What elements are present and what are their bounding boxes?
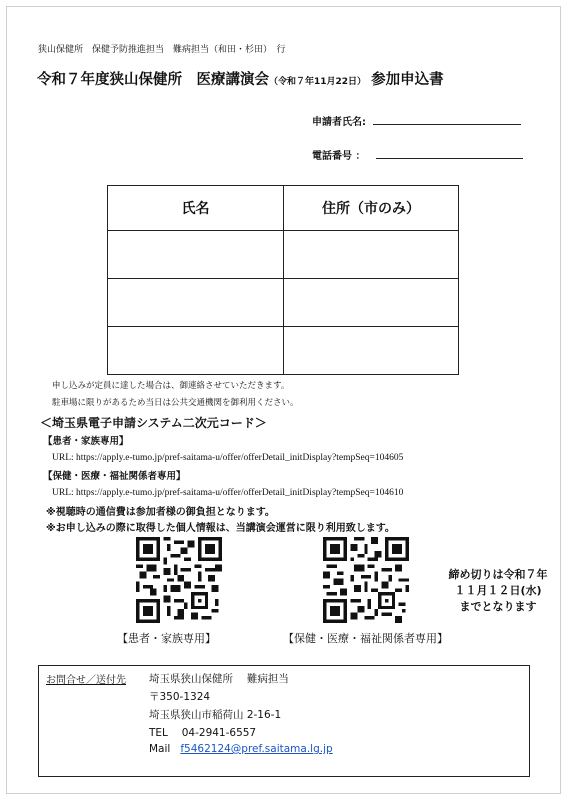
contact-postal: 〒350-1324	[149, 691, 211, 703]
contact-org: 埼玉県狭山保健所 難病担当	[149, 673, 289, 685]
phone-field[interactable]	[376, 158, 523, 159]
address-cell[interactable]	[284, 279, 459, 327]
phone-label: 電話番号 ：	[312, 151, 366, 162]
address-cell[interactable]	[284, 231, 459, 279]
page-title	[37, 68, 444, 89]
name-cell[interactable]	[108, 327, 284, 375]
contact-tel: TEL 04-2941-6557	[149, 727, 257, 739]
note-cost: ※視聴時の通信費は参加者様の御負担となります。	[46, 507, 275, 518]
deadline-line-1: 締め切りは令和７年	[448, 568, 548, 581]
header-address: 住所（市のみ）	[284, 186, 459, 231]
table-row	[108, 327, 459, 375]
table-header-row	[108, 186, 459, 231]
professional-qr-code[interactable]	[320, 537, 412, 623]
patient-heading: 【患者・家族専用】	[43, 436, 129, 447]
title-suffix: 参加申込書	[371, 72, 444, 88]
contact-mail-link[interactable]: f5462124@pref.saitama.lg.jp	[180, 743, 333, 755]
professional-qr-caption: 【保健・医療・福祉関係者専用】	[283, 632, 448, 645]
contact-mail-row	[149, 743, 333, 755]
professional-url[interactable]: URL: https://apply.e-tumo.jp/pref-saitama-u/offer/offerDetail_initDisplay?tempSeq=104610	[52, 488, 404, 498]
address-cell[interactable]	[284, 327, 459, 375]
title-main: 令和７年度狭山保健所 医療講演会	[37, 72, 269, 88]
participant-table	[107, 185, 459, 375]
system-heading: ＜埼玉県電子申請システム二次元コード＞	[40, 416, 267, 430]
applicant-name-label: 申請者氏名:	[312, 117, 366, 128]
patient-url[interactable]: URL: https://apply.e-tumo.jp/pref-saitama-u/offer/offerDetail_initDisplay?tempSeq=104605	[52, 453, 404, 463]
deadline-line-3: までとなります	[459, 600, 537, 613]
addressee: 狭山保健所 保健予防推進担当 難病担当（和田・杉田） 行	[38, 45, 286, 55]
table-row	[108, 279, 459, 327]
title-date: （令和７年11月22日）	[269, 77, 367, 87]
contact-mail-label: Mail	[149, 743, 171, 755]
contact-address: 埼玉県狭山市稲荷山 2-16-1	[149, 709, 282, 721]
deadline-notice	[442, 567, 554, 615]
table-row	[108, 231, 459, 279]
name-cell[interactable]	[108, 231, 284, 279]
professional-heading: 【保健・医療・福祉関係者専用】	[43, 471, 186, 482]
name-cell[interactable]	[108, 279, 284, 327]
contact-label: お問合せ／送付先	[46, 675, 126, 686]
note-privacy: ※お申し込みの際に取得した個人情報は、当講演会運営に限り利用致します。	[46, 523, 395, 534]
applicant-name-field[interactable]	[373, 124, 521, 125]
note-parking: 駐車場に限りがあるため当日は公共交通機関を御利用ください。	[52, 398, 299, 408]
header-name: 氏名	[108, 186, 284, 231]
note-capacity: 申し込みが定員に達した場合は、御連絡させていただきます。	[52, 381, 290, 391]
deadline-line-2: １１月１２日(水)	[454, 584, 542, 597]
patient-qr-code[interactable]	[133, 537, 225, 623]
patient-qr-caption: 【患者・家族専用】	[117, 632, 216, 645]
